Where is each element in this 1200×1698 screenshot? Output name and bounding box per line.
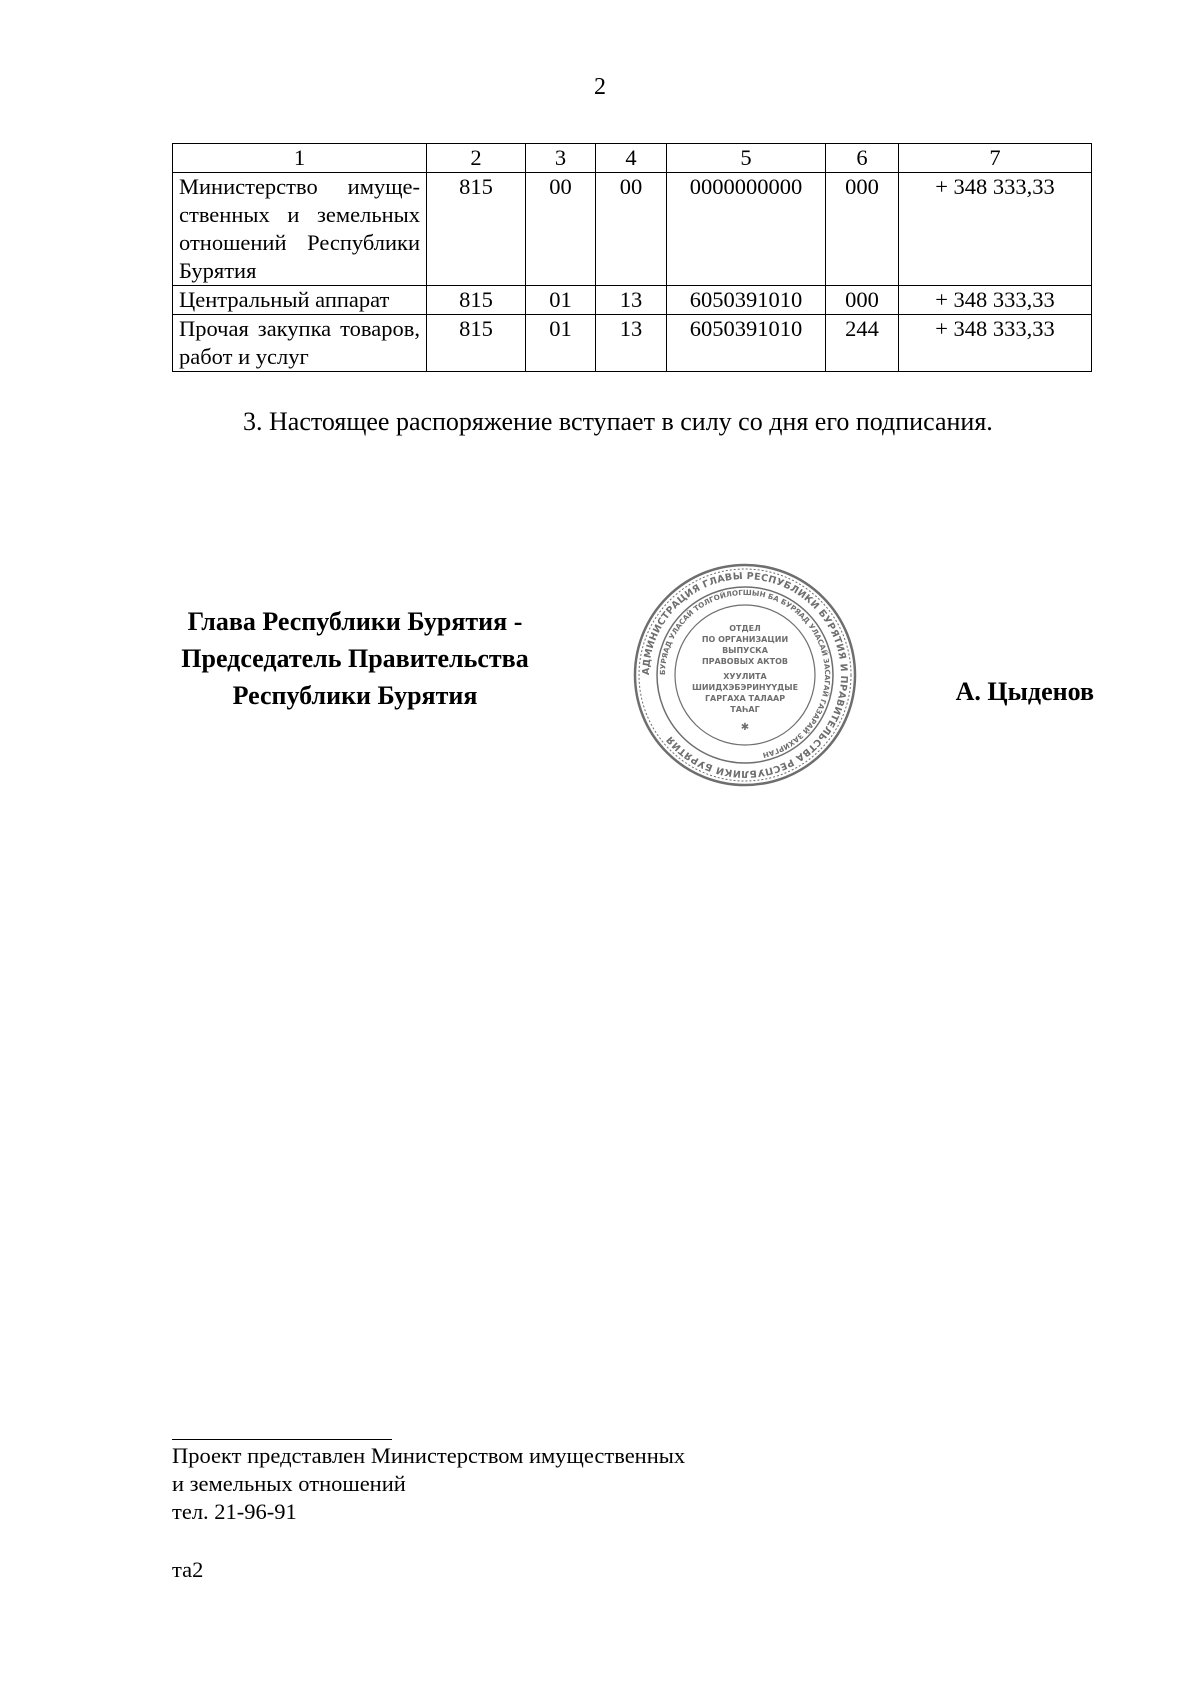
header-cell: 1 (173, 144, 427, 173)
table-cell: 0000000000 (667, 173, 826, 286)
name-line: отношений Республики (179, 230, 420, 255)
position-line: Председатель Правительства (181, 644, 529, 673)
table-cell: + 348 333,33 (899, 173, 1092, 286)
seal-center-line: ПРАВОВЫХ АКТОВ (701, 657, 789, 666)
table-cell: 244 (826, 315, 899, 372)
footnote-line: Проект представлен Министерством имущественных (172, 1443, 686, 1468)
seal-star-icon: ✱ (740, 722, 750, 733)
table-cell: 13 (596, 286, 667, 315)
table-cell: 6050391010 (667, 286, 826, 315)
seal-center-line: ВЫПУСКА (722, 646, 768, 655)
seal-center-line: ГАРГАХА ТАЛААР (704, 694, 786, 703)
table-cell: 6050391010 (667, 315, 826, 372)
row-name-cell (173, 315, 427, 372)
header-cell: 3 (526, 144, 596, 173)
name-line: Бурятия (179, 258, 257, 283)
table-cell: 01 (526, 286, 596, 315)
table-cell: 13 (596, 315, 667, 372)
official-seal (630, 560, 860, 790)
name-line: Прочая закупка товаров, (179, 316, 420, 341)
budget-changes-table (172, 143, 1092, 372)
header-cell: 5 (667, 144, 826, 173)
table-header-row (173, 144, 1092, 173)
row-name-cell (173, 286, 427, 315)
seal-center-line: ПО ОРГАНИЗАЦИИ (701, 635, 789, 644)
name-line: работ и услуг (179, 344, 309, 369)
table-row (173, 315, 1092, 372)
seal-center-line: ХУУЛИТА (723, 672, 767, 681)
seal-outer-text: АДМИНИСТРАЦИЯ ГЛАВЫ РЕСПУБЛИКИ БУРЯТИЯ И ПРАВИТЕЛЬСТВА РЕСПУБЛИКИ БУРЯТИЯ (640, 570, 850, 780)
table-row (173, 173, 1092, 286)
name-line: Министерство имуще- (179, 174, 420, 199)
position-line: Глава Республики Бурятия - (187, 607, 523, 636)
seal-inner-ring-text: БУРЯАД УЛАСАЙ ТОЛГОЙЛОГШЫН БА БУРЯАД УЛАСАЙ ЗАСАГАЙ ГАЗАРАЙ ЗАХИРГАН (657, 587, 833, 760)
page-number: 2 (594, 74, 606, 100)
table-cell: 01 (526, 315, 596, 372)
header-cell: 6 (826, 144, 899, 173)
table-cell: 815 (427, 286, 526, 315)
footnote-line: и земельных отношений (172, 1471, 406, 1496)
footnote (172, 1442, 685, 1526)
seal-center-line: ОТДЕЛ (729, 624, 761, 633)
name-line: ственных и земельных (179, 202, 420, 227)
table-cell: 815 (427, 315, 526, 372)
table-cell: + 348 333,33 (899, 315, 1092, 372)
table-cell: 000 (826, 286, 899, 315)
document-code: та2 (172, 1557, 204, 1582)
table-cell: 815 (427, 173, 526, 286)
signer-name: А. Цыденов (955, 677, 1094, 706)
position-line: Республики Бурятия (232, 681, 478, 710)
header-cell: 4 (596, 144, 667, 173)
header-cell: 7 (899, 144, 1092, 173)
seal-center-line: ТАҺАГ (730, 705, 760, 714)
table-row (173, 286, 1092, 315)
clause-3: 3. Настоящее распоряжение вступает в силу со дня его подписания. (243, 407, 993, 436)
footnote-line: тел. 21-96-91 (172, 1499, 297, 1524)
seal-center-line: ШИИДХЭБЭРИНҮҮДЫЕ (691, 683, 799, 692)
table-cell: 00 (526, 173, 596, 286)
row-name-cell (173, 173, 427, 286)
header-cell: 2 (427, 144, 526, 173)
table-cell: + 348 333,33 (899, 286, 1092, 315)
name-line: Центральный аппарат (179, 287, 390, 312)
table-cell: 000 (826, 173, 899, 286)
table-cell: 00 (596, 173, 667, 286)
footnote-divider (172, 1439, 392, 1440)
signatory-position (150, 603, 560, 714)
